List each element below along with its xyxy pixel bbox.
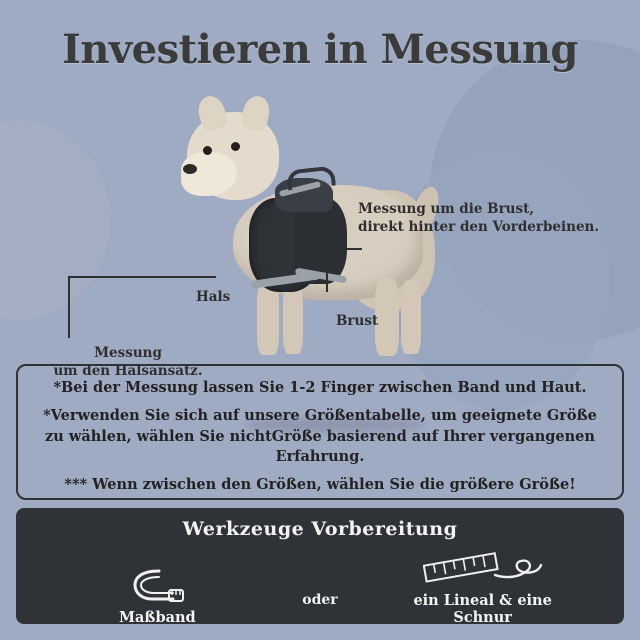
dog-eye xyxy=(203,146,212,155)
dog-hind-leg xyxy=(375,278,399,356)
measurement-notes-panel xyxy=(16,364,624,500)
label-neck: Hals xyxy=(196,289,231,305)
note-item: *** Wenn zwischen den Größen, wählen Sie die größere Größe! xyxy=(64,476,576,494)
note-item: *Bei der Messung lassen Sie 1-2 Finger zwischen Band und Haut. xyxy=(53,379,587,396)
or-label: oder xyxy=(302,592,338,608)
page-title: Investieren in Messung xyxy=(62,26,578,73)
dog-eye xyxy=(231,142,240,151)
tool-label: ein Lineal & eine Schnur xyxy=(413,592,552,626)
dog-nose xyxy=(183,164,197,174)
neck-measure-line-1: Messung xyxy=(94,345,162,361)
neck-measure-line-2: um den Halsansatz. xyxy=(53,363,203,380)
dog-hind-leg xyxy=(401,280,421,354)
dog-front-leg xyxy=(283,282,303,354)
tools-row xyxy=(16,540,624,626)
chest-measure-line-1: Messung um die Brust, xyxy=(358,201,535,217)
chest-measure-line-2: direkt hinter den Vorderbeinen. xyxy=(358,219,600,236)
neck-leader-line xyxy=(68,276,216,278)
tools-title: Werkzeuge Vorbereitung xyxy=(182,518,458,540)
tool-ruler-and-string xyxy=(383,548,583,626)
label-chest: Brust xyxy=(336,313,379,329)
chest-leader-line xyxy=(326,248,362,250)
chest-measure-note xyxy=(358,200,608,236)
chest-leader-line xyxy=(326,248,328,292)
measuring-tape-icon xyxy=(57,565,257,605)
ruler-and-string-icon xyxy=(383,548,583,588)
tools-footer xyxy=(16,508,624,624)
note-item: *Verwenden Sie sich auf unsere Größentabelle, um geeignete Größe zu wählen, wählen Sie nichtGröße basierend auf Ihrer vergangenen Erfahrung. xyxy=(43,407,597,465)
tool-measuring-tape xyxy=(57,565,257,626)
neck-leader-line xyxy=(68,276,70,338)
tool-label: Maßband xyxy=(118,609,196,626)
dog-photo xyxy=(0,80,640,380)
